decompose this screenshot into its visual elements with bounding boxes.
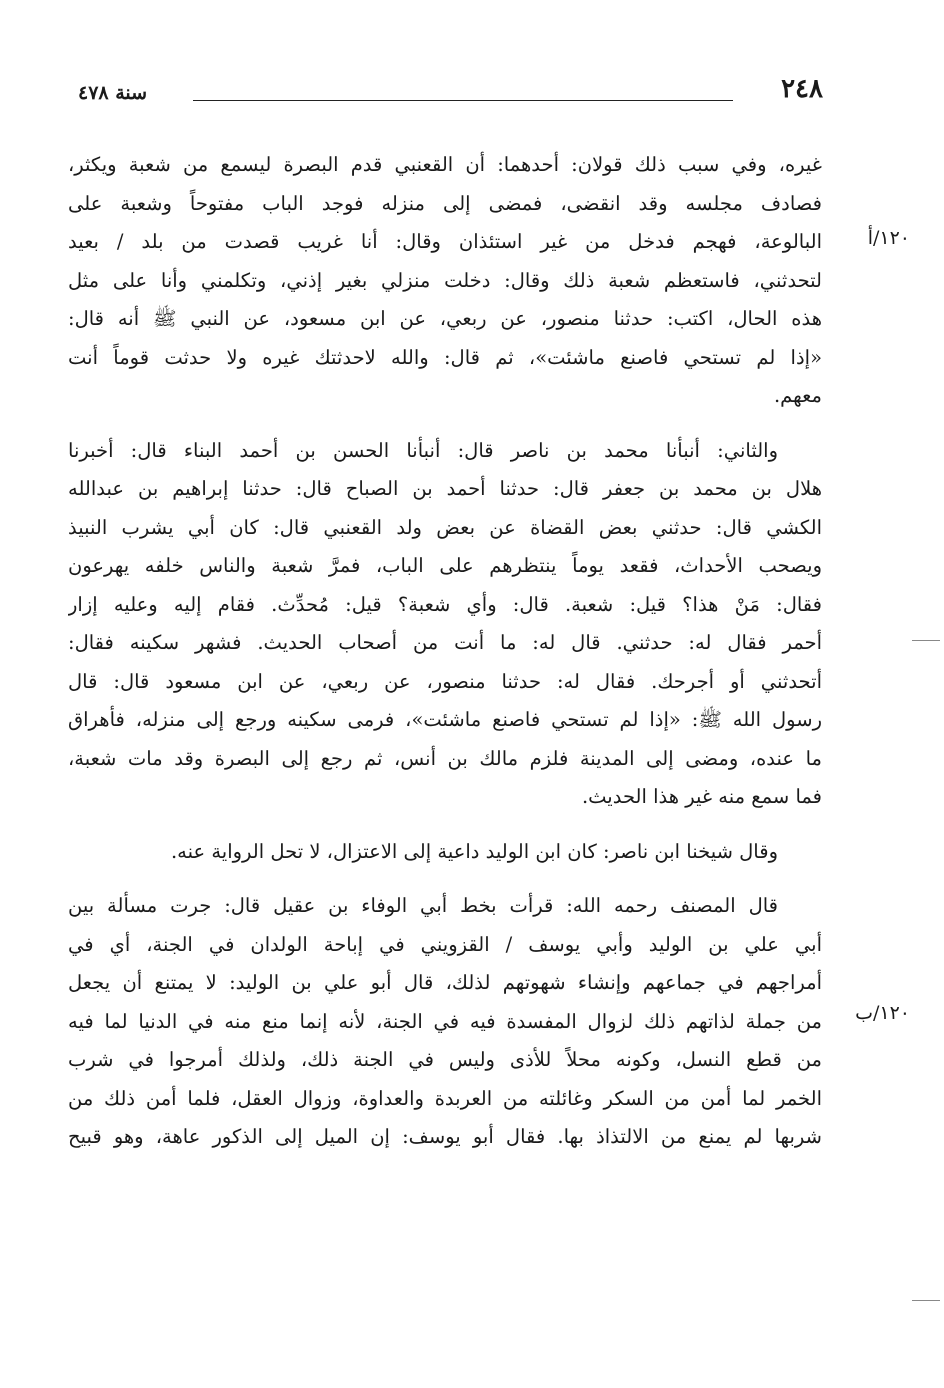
text-line: معهم.: [773, 384, 822, 407]
text-line: أحمر فقال له: حدثني. قال له: ما أنت من أصحاب الحديث. فشهر سكينه فقال:: [68, 631, 822, 654]
paragraph-2: [68, 432, 822, 817]
page-header: [78, 72, 823, 112]
text-line: هلال بن محمد بن جعفر قال: حدثنا أحمد بن الصباح قال: حدثنا إبراهيم بن عبدالله: [68, 477, 822, 500]
text-line: من قطع النسل، وكونه محلاً للأذى وليس في الجنة ذلك، ولذلك أمرجوا في شرب: [68, 1048, 822, 1071]
paragraph-3: [68, 833, 822, 872]
text-line: ما عنده، ومضى إلى المدينة فلزم مالك بن أنس، ثم رجع إلى البصرة وقد مات شعبة،: [68, 746, 822, 770]
paragraph-4: [68, 887, 822, 1157]
text-line: فما سمع منه غير هذا الحديث.: [581, 785, 822, 808]
text-line: فصادف مجلسه وقد انقضى، فمضى إلى منزله فوجد الباب مفتوحاً وشعبة على: [68, 191, 822, 215]
text-line: والثاني: أنبأنا محمد بن ناصر قال: أنبأنا الحسن بن أحمد البناء قال: أخبرنا: [68, 438, 778, 462]
text-line: أبي علي بن الوليد وأبي يوسف / القزويني في إباحة الولدان في الجنة، أي في: [68, 932, 822, 956]
text-line: الكشي قال: حدثني بعض القضاة عن بعض ولد القعنبي قال: كان أبي يشرب النبيذ: [68, 515, 822, 539]
text-line: رسول الله ﷺ: «إذا لم تستحي فاصنع ماشئت»، فرمى سكينه ورجع إلى منزله، فأهراق: [68, 708, 822, 731]
text-line: غيره، وفي سبب ذلك قولان: أحدهما: أن القعنبي قدم البصرة ليسمع من شعبة ويكثر،: [68, 153, 822, 176]
edge-mark: [912, 1300, 940, 1301]
text-line: أمراجهم في جماعهم وإنشاء شهوتهم لذلك، قال أبو علي بن الوليد: لا يمتنع أن يجعل: [68, 971, 822, 994]
year-label: سنة ٤٧٨: [78, 82, 148, 104]
page-body: [68, 146, 822, 1157]
text-line: أتحدثني أو أجرحك. فقال له: حدثنا منصور، عن ربعي، عن ابن مسعود قال: قال: [68, 669, 822, 693]
margin-note-folio-b: ١٢٠/ب: [855, 1002, 910, 1024]
text-line: شربها لم يمنع من الالتذاذ بها. فقال أبو يوسف: إن الميل إلى الذكور عاهة، وهو قبيح: [68, 1125, 822, 1148]
page-number: ٢٤٨: [781, 74, 823, 104]
text-line: البالوعة، فهجم فدخل من غير استئذان وقال: أنا غريب قصدت من بلد / بعيد: [68, 230, 822, 253]
text-line: هذه الحال، اكتب: حدثنا منصور، عن ربعي، عن ابن مسعود، عن النبي ﷺ أنه قال:: [68, 307, 822, 330]
text-line: ويصحب الأحداث، فقعد يوماً ينتظرهم على الباب، فمرَّ شعبة والناس خلفه يهرعون: [68, 554, 822, 577]
text-line: الخمر لما أمن من السكر وغائلته من العربدة والعداوة، وزوال العقل، فلما أمن ذلك من: [68, 1086, 822, 1110]
paragraph-1: [68, 146, 822, 416]
text-line: «إذا لم تستحي فاصنع ماشئت»، ثم قال: والله لاحدثتك غيره ولا حدثت قوماً أنت: [68, 345, 822, 369]
edge-mark: [912, 640, 940, 641]
text-line: قال المصنف رحمه الله: قرأت بخط أبي الوفاء بن عقيل قال: جرت مسألة بين: [68, 894, 778, 917]
margin-note-folio-a: ١٢٠/أ: [867, 227, 910, 249]
header-rule: [193, 100, 733, 101]
text-line: فقال: مَنْ هذا؟ قيل: شعبة. قال: وأي شعبة؟ قيل: مُحدِّث. فقام إليه وعليه إزار: [68, 592, 822, 616]
text-line: من جملة لذاتهم ذلك لزوال المفسدة فيه في الجنة، لأنه إنما منع منه في الدنيا لما فيه: [68, 1009, 822, 1033]
text-line: لتحدثني، فاستعظم شعبة ذلك وقال: دخلت منزلي بغير إذني، وتكلمني وأنا على مثل: [68, 268, 822, 292]
text-line: وقال شيخنا ابن ناصر: كان ابن الوليد داعية إلى الاعتزال، لا تحل الرواية عنه.: [170, 839, 778, 863]
